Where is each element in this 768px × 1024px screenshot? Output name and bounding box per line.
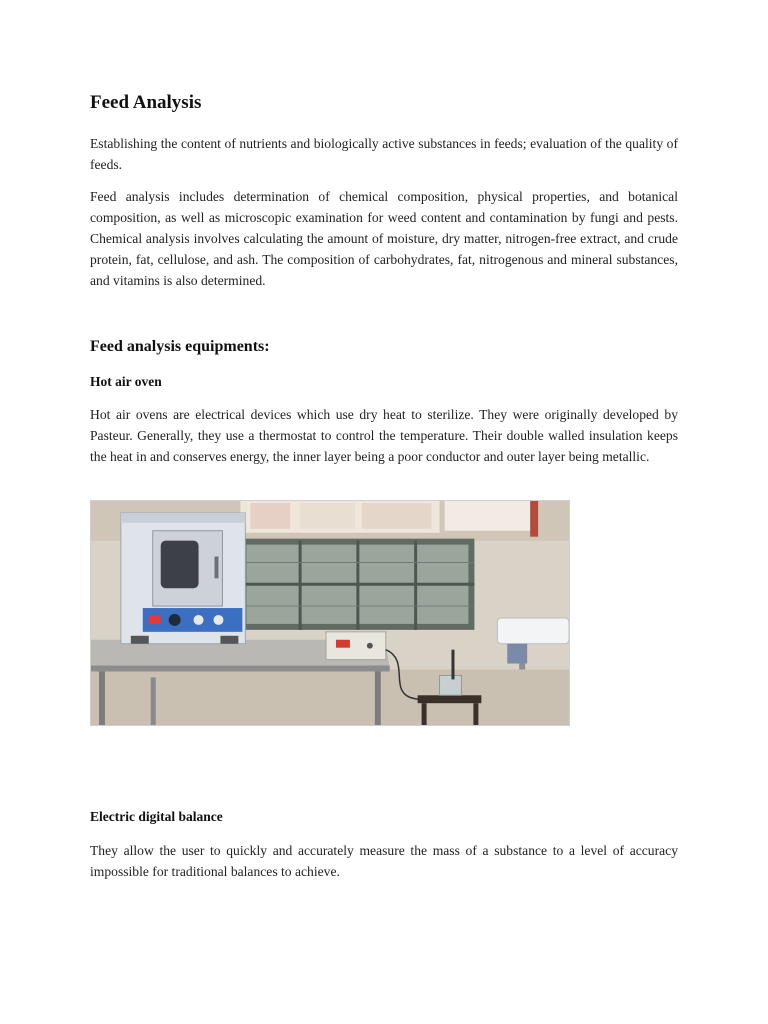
- description-paragraph: Feed analysis includes determination of chemical composition, physical properties, and botanical composition, as well as microscopic examination for weed content and contamination by fungi and pests. Chemical analysis involves calculating the amount of moisture, dry matter, nitrogen-free extract, and crude protein, fat, cellulose, and ash. The composition of carbohydrates, fat, nitrogenous and mineral substances, and vitamins is also determined.: [90, 189, 678, 288]
- equipments-heading: Feed analysis equipments:: [90, 338, 270, 355]
- digital-balance-paragraph: They allow the user to quickly and accurately measure the mass of a substance to a level of accuracy impossible for traditional balances to achieve.: [90, 843, 678, 879]
- hot-air-oven-photo: [90, 500, 570, 726]
- hot-air-oven-heading: Hot air oven: [90, 374, 162, 389]
- page-title: Feed Analysis: [90, 92, 202, 113]
- digital-balance-heading: Electric digital balance: [90, 809, 223, 824]
- intro-paragraph: Establishing the content of nutrients and biologically active substances in feeds; evaluation of the quality of feeds.: [90, 136, 678, 172]
- hot-air-oven-paragraph: Hot air ovens are electrical devices which use dry heat to sterilize. They were originally developed by Pasteur. Generally, they use a thermostat to control the temperature. Their double walled insulation keeps the heat in and conserves energy, the inner layer being a poor conductor and outer layer being metallic.: [90, 407, 678, 464]
